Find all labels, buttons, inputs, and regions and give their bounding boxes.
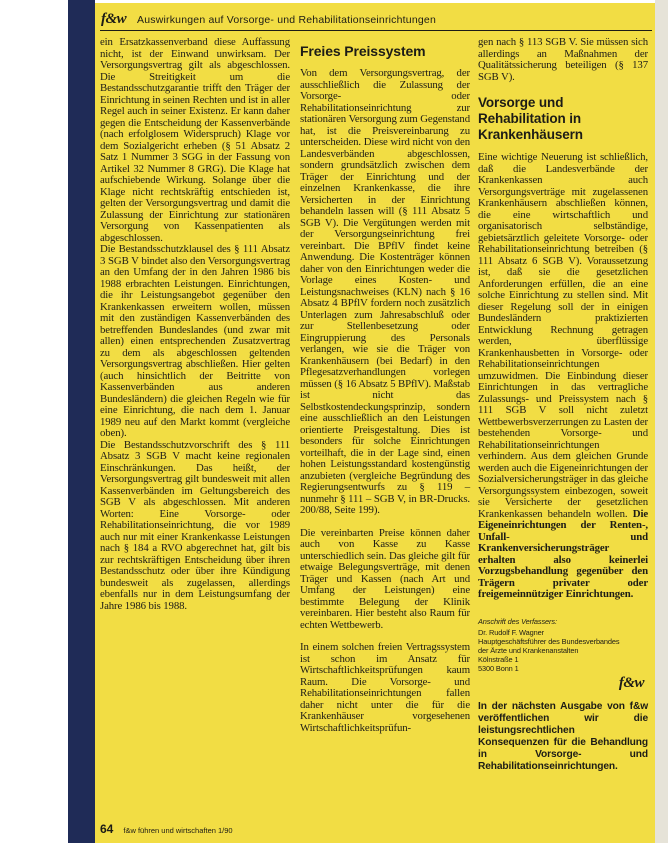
paragraph — [478, 152, 648, 601]
paragraph: Die vereinbarten Preise können daher auch von Kasse zu Kasse unterschiedlich sein. Das gleiche gilt für etwaige Belegungsverträge, mit denen Träger und Kassen (nach Art und Umfang der Leistungen) eine bestimmte Belegung der Klinik vereinbaren. Hier besteht also Raum für echten Wettbewerb. — [300, 526, 470, 631]
column-3 — [478, 37, 648, 773]
end-logo-row — [478, 675, 648, 693]
paragraph-bold-text: Die Eigeneinrichtungen der Renten-, Unfall- und Krankenversicherungsträger erhalten also keinerlei Vorzugsbehandlung gegenüber den Trägern privater oder freigemeinnütziger Einrichtungen. — [478, 507, 648, 600]
paragraph: Die Bestandsschutzklausel des § 111 Absatz 3 SGB V bindet also den Versorgungsvertrag an den Umfang der in den Jahren 1986 bis 1988 erbrachten Leistungen. Einrichtungen, die ihr Leistungsangebot gegenüber den Krankenkassen erweitern wollen, müssen mit den zuständigen Kassenverbänden des betreffenden Bundeslandes (und zwar mit allen) einen entsprechenden Zusatzvertrag zu dem als abgeschlossen geltenden Versorgungsvertrag abschließen. Hier gelten (auch hinsichtlich der Beitritte von Kassenverbänden aus anderen Bundesländern) die gleichen Regeln wie für eine Einrichtung, die nach dem 1. Januar 1989 neu auf den Markt kommt (vergleiche oben). — [100, 243, 290, 439]
paragraph: Die Bestandsschutzvorschrift des § 111 Absatz 3 SGB V macht keine regionalen Einschränkungen. Das heißt, der Versorgungsvertrag gilt bundesweit mit allen Kassenverbänden im Geltungsbereich des SGB V als abgeschlossen. Mit anderen Worten: Eine Vorsorge- oder Rehabilitationseinrichtung, die vor 1989 auch nur mit einer Krankenkasse Leistungen nach § 184 a RVO abgerechnet hat, gilt bis zur rechtskräftigen Entscheidung über ihren Bestandsschutz oder über ihre Kündigung bundesweit als zugelassen, allerdings ebenfalls nur in dem Leistungsumfang der Jahre 1986 bis 1988. — [100, 438, 290, 612]
next-issue-notice: In der nächsten Ausgabe von f&w veröffentlichen wir die leistungsrechtlichen Konsequenzen für die Behandlung in Vorsorge- und Rehabilitationseinrichtungen. — [478, 700, 648, 772]
page-number: 64 — [100, 822, 114, 836]
author-address — [478, 617, 648, 673]
column-1 — [100, 37, 290, 612]
paragraph: Von dem Versorgungsvertrag, der ausschließlich die Zulassung der Vorsorge- oder Rehabilitationseinrichtung zur stationären Versorgung zum Gegenstand hat, ist die Preisvereinbarung zu unterscheiden. Diese wird nicht von den Landesverbänden abgeschlossen, sondern grundsätzlich zwischen dem Träger der Einrichtung und der einzelnen Krankenkasse, die ihre Versicherten in der Einrichtung behandeln lassen will (§ 111 Absatz 5 SGB V). Die Vergütungen werden mit der Versorgungseinrichtung frei vereinbart. Die BPflV findet keine Anwendung. Die Kostenträger können daher von den Einrichtungen weder die Vorlage eines Kosten- und Leistungsnachweises (KLN) nach § 16 Absatz 4 BPflV fordern noch zusätzlich Unterlagen zum Jahresabschluß oder zur Stellenbesetzung oder Eingruppierung des Personals verlangen, wie sie die Träger von Krankenhäusern (bei Bedarf) in den Pflegesatzverhandlungen vorlegen müssen (§ 16 Absatz 5 BPflV). Maßstab ist nicht das Selbstkostendeckungsprinzip, sondern eine ausschließlich an den Leistungen orientierte Preisgestaltung. Dies ist besonders für solche Einrichtungen vorteilhaft, die in der Lage sind, einen hohen Leistungsstandard kostengünstig anzubieten (vergleiche Begründung des Regierungsentwurfs zu § 119 – nunmehr § 111 – SGB V, in BR-Drucks. 200/88, Seite 199). — [300, 67, 470, 516]
paragraph-text: Eine wichtige Neuerung ist schließlich, daß die Landesverbände der Krankenkassen auch Versorgungsverträge mit zugelassenen Krankenhäusern abschließen können, die eine wirtschaftlich und organisatorisch selbständige, gebietsärztlich geleitete Vorsorge- oder Rehabilitationseinrichtung betreiben (§ 111 Absatz 6 SGB V). Voraussetzung ist, daß sie die gesetzlichen Anforderungen erfüllen, die an eine solche Einrichtung zu stellen sind. Mit dieser Regelung soll der in einigen Bundesländern praktizierten Entwicklung Rechnung getragen werden, überflüssige Krankenhausbetten in Vorsorge- oder Rehabilitationseinrichtungen umzuwidmen. Die Einbindung dieser Einrichtungen in das vertragliche Zulassungs- und Preissystem nach § 111 SGB V soll nicht zuletzt Wettbewerbsverzerrungen zu Lasten der bestehenden Vorsorge- und Rehabilitationseinrichtungen verhindern. Aus dem gleichen Grunde werden auch die Eigeneinrichtungen der Sozialversicherungsträger in das gleiche Versorgungssystem einbezogen, soweit sie Versicherte der gesetzlichen Krankenkassen behandeln wollen. — [478, 151, 648, 520]
header-rule — [100, 30, 652, 31]
paragraph: gen nach § 113 SGB V. Sie müssen sich allerdings an Maßnahmen der Qualitätssicherung beteiligen (§ 137 SGB V). — [478, 36, 648, 83]
end-logo: f&w — [618, 674, 644, 691]
paragraph: ein Ersatzkassenverband diese Auffassung nicht, ist der Einwand unwirksam. Der Versorgungsvertrag gilt als abgeschlossen. Die Streitigkeit um die Bestandsschutzgarantie trifft den Träger der Einrichtung in seinen Rechten und ist in aller Regel auch in seiner Existenz. Er kann daher gegen die Entscheidung der Kassenverbände (nach erfolglosem Widerspruch) Klage vor dem Sozialgericht erheben (§ 51 Absatz 2 Satz 1 Nummer 3 SGG in der Fassung von Artikel 32 Nummer 8 GRG). Die Klage hat aufschiebende Wirkung. Solange über die Klage nicht rechtskräftig entschieden ist, gelten der Versorgungsvertrag und damit die Zulassung der Einrichtung zur stationären Versorgung von Kassenpatienten als abgeschlossen. — [100, 36, 290, 244]
journal-reference: f&w führen und wirtschaften 1/90 — [123, 826, 233, 835]
column-2 — [300, 43, 470, 734]
author-line: Hauptgeschäftsführer des Bundesverbandes — [478, 636, 620, 646]
author-line: der Ärzte und Krankenanstalten — [478, 645, 579, 655]
page-edge — [655, 0, 668, 843]
author-line: Kölnstraße 1 — [478, 654, 519, 664]
binding-edge — [68, 0, 95, 843]
author-line: Dr. Rudolf F. Wagner — [478, 627, 544, 637]
section-heading: Freies Preissystem — [300, 43, 426, 59]
journal-logo: f&w — [101, 11, 127, 27]
author-line: 5300 Bonn 1 — [478, 663, 519, 673]
page-footer — [100, 820, 233, 838]
running-header: Auswirkungen auf Vorsorge- und Rehabilitationseinrichtungen — [137, 14, 436, 26]
author-label: Anschrift des Verfassers: — [478, 616, 557, 626]
paragraph: In einem solchen freien Vertragssystem ist schon im Ansatz für Wirtschaftlichkeitsprüfungen kaum Raum. Die Vorsorge- und Rehabilitationseinrichtungen fallen daher nicht unter die für die Krankenhäuser vorgesehenen Wirtschaftlichkeitsprüfun- — [300, 641, 470, 734]
journal-page — [95, 3, 655, 843]
section-heading: Vorsorge und Rehabilitation in Krankenhäusern — [478, 95, 583, 142]
